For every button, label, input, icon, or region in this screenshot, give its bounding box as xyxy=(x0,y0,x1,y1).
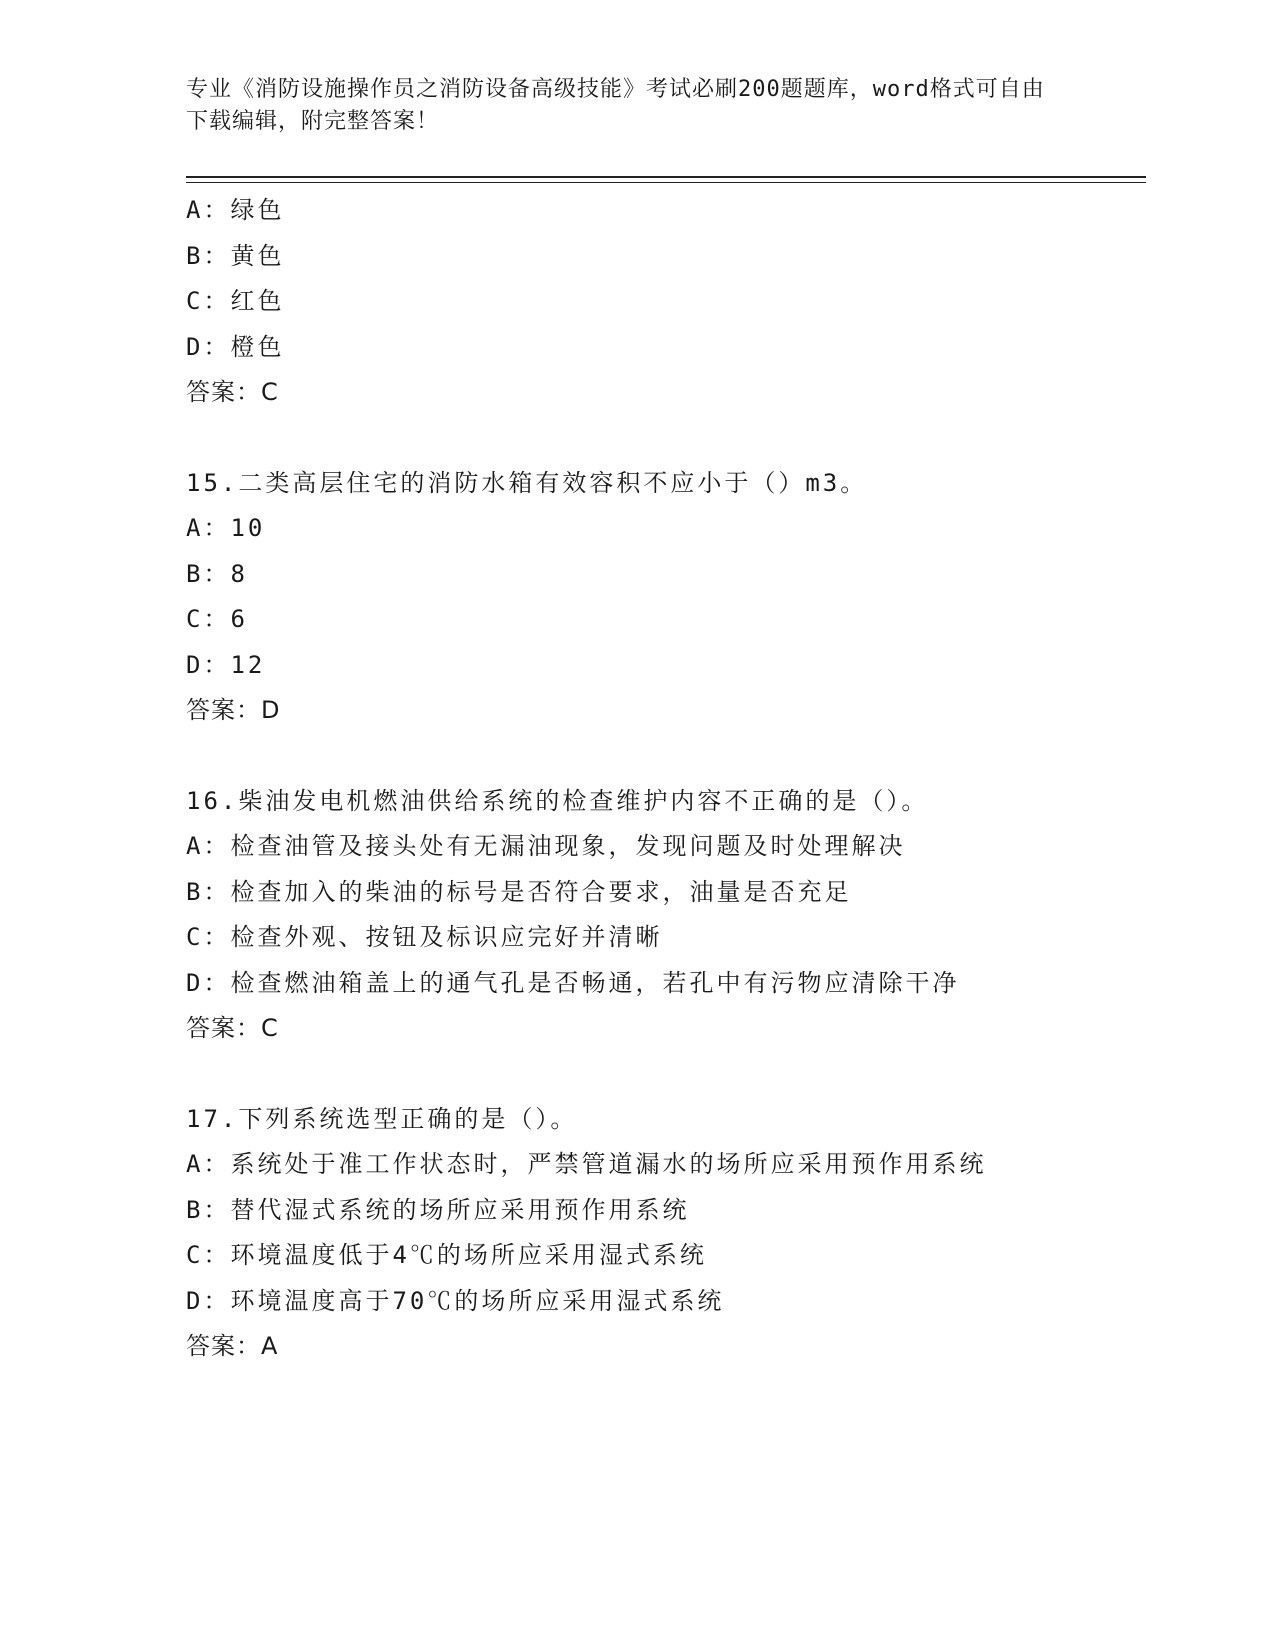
question-text: 15.二类高层住宅的消防水箱有效容积不应小于（）m3。 xyxy=(186,468,868,497)
option-a: A：绿色 xyxy=(186,196,285,224)
header-divider-thin xyxy=(186,182,1146,183)
answer-line: 答案：C xyxy=(186,1014,279,1042)
question-block-17 xyxy=(186,1097,1146,1370)
document-header: 专业《消防设施操作员之消防设备高级技能》考试必刷200题题库，word格式可自由下载编辑，附完整答案！ xyxy=(186,77,1045,134)
option-c: C：红色 xyxy=(186,287,285,315)
option-a: A：检查油管及接头处有无漏油现象，发现问题及时处理解决 xyxy=(186,832,906,860)
question-block-16 xyxy=(186,779,1146,1052)
header-divider-thick xyxy=(186,176,1146,178)
option-b: B：黄色 xyxy=(186,241,285,270)
answer-line: 答案：C xyxy=(186,378,279,406)
option-d: D：橙色 xyxy=(186,332,285,361)
option-b: B：检查加入的柴油的标号是否符合要求，油量是否充足 xyxy=(186,877,852,906)
option-a: A：系统处于准工作状态时，严禁管道漏水的场所应采用预作用系统 xyxy=(186,1150,987,1178)
answer-line: 答案：A xyxy=(186,1332,279,1360)
question-list xyxy=(186,188,1146,1370)
option-c: C：检查外观、按钮及标识应完好并清晰 xyxy=(186,923,663,951)
question-block-continued xyxy=(186,188,1146,416)
question-block-15 xyxy=(186,461,1146,734)
option-b: B：8 xyxy=(186,559,248,588)
option-d: D：检查燃油箱盖上的通气孔是否畅通，若孔中有污物应清除干净 xyxy=(186,968,960,997)
question-text: 16.柴油发电机燃油供给系统的检查维护内容不正确的是（）。 xyxy=(186,786,929,815)
option-d: D：环境温度高于70℃的场所应采用湿式系统 xyxy=(186,1286,725,1315)
question-text: 17.下列系统选型正确的是（）。 xyxy=(186,1104,578,1133)
option-c: C：6 xyxy=(186,605,248,633)
option-c: C：环境温度低于4℃的场所应采用湿式系统 xyxy=(186,1241,707,1269)
option-d: D：12 xyxy=(186,650,266,679)
option-a: A：10 xyxy=(186,514,266,542)
option-b: B：替代湿式系统的场所应采用预作用系统 xyxy=(186,1195,690,1224)
answer-line: 答案：D xyxy=(186,696,281,724)
